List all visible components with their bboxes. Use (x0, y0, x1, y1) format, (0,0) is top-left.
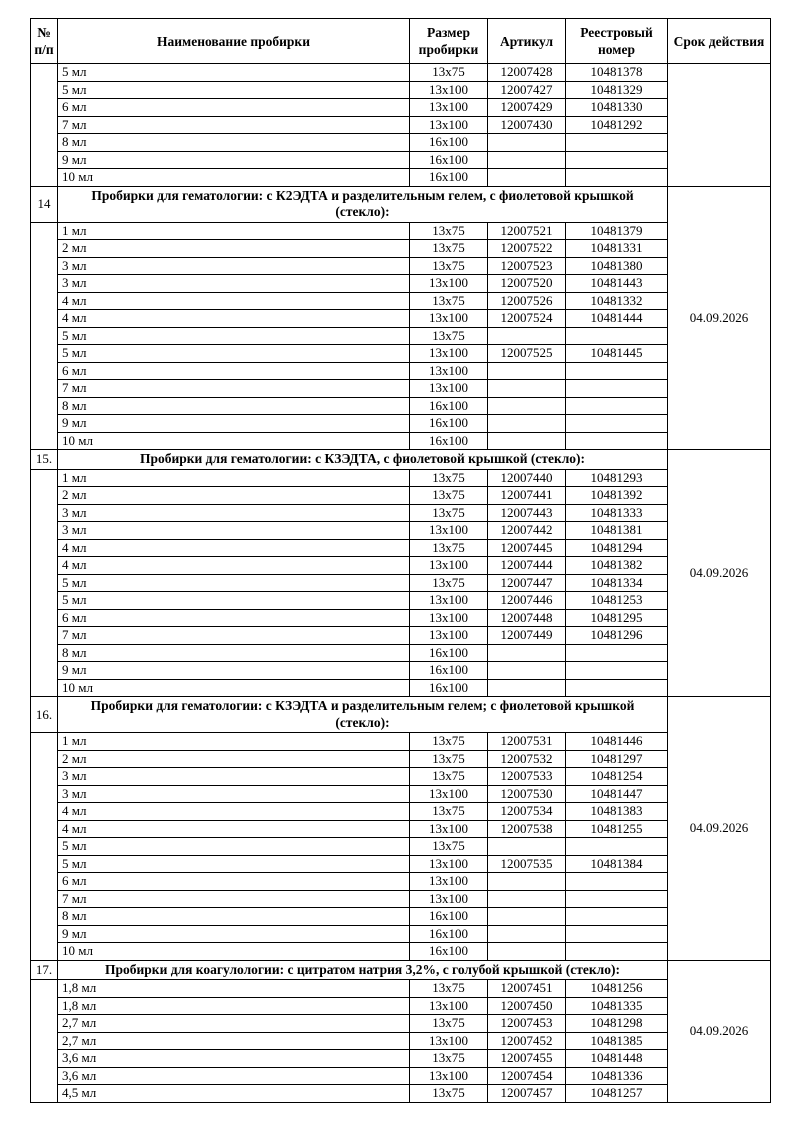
validity-cell: 04.09.2026 (668, 450, 771, 697)
table-row (31, 679, 771, 697)
cell-registry-number: 10481385 (566, 1032, 668, 1050)
cell-tube-name: 1 мл (58, 222, 410, 240)
cell-tube-name: 3 мл (58, 504, 410, 522)
cell-registry-number (566, 662, 668, 680)
table-row (31, 432, 771, 450)
table-row (31, 257, 771, 275)
cell-registry-number: 10481298 (566, 1015, 668, 1033)
cell-tube-size: 13x100 (410, 522, 488, 540)
cell-tube-name: 4,5 мл (58, 1085, 410, 1103)
cell-article: 12007446 (488, 592, 566, 610)
cell-registry-number: 10481381 (566, 522, 668, 540)
cell-registry-number: 10481256 (566, 980, 668, 998)
table-row (31, 469, 771, 487)
cell-tube-size: 13x75 (410, 768, 488, 786)
table-row (31, 925, 771, 943)
cell-article (488, 662, 566, 680)
section-title: Пробирки для гематологии: с КЗЭДТА и разделительным гелем; с фиолетовой крышкой (стекло): (58, 697, 668, 733)
cell-registry-number: 10481379 (566, 222, 668, 240)
table-row (31, 1067, 771, 1085)
table-row (31, 574, 771, 592)
cell-article: 12007455 (488, 1050, 566, 1068)
cell-tube-name: 3,6 мл (58, 1067, 410, 1085)
cell-tube-name: 5 мл (58, 81, 410, 99)
cell-tube-name: 5 мл (58, 592, 410, 610)
product-table (30, 18, 771, 1103)
cell-tube-size: 13x75 (410, 1085, 488, 1103)
table-row (31, 275, 771, 293)
cell-tube-name: 1,8 мл (58, 997, 410, 1015)
cell-registry-number: 10481330 (566, 99, 668, 117)
cell-article: 12007444 (488, 557, 566, 575)
cell-tube-name: 2 мл (58, 240, 410, 258)
cell-tube-size: 13x100 (410, 997, 488, 1015)
table-row (31, 997, 771, 1015)
cell-registry-number: 10481295 (566, 609, 668, 627)
table-row (31, 627, 771, 645)
cell-tube-name: 5 мл (58, 345, 410, 363)
cell-tube-size: 13x100 (410, 855, 488, 873)
cell-article: 12007429 (488, 99, 566, 117)
header-row (31, 19, 771, 64)
cell-registry-number (566, 873, 668, 891)
cell-registry-number: 10481254 (566, 768, 668, 786)
cell-tube-name: 3 мл (58, 257, 410, 275)
cell-tube-name: 6 мл (58, 873, 410, 891)
cell-article: 12007523 (488, 257, 566, 275)
table-row (31, 1015, 771, 1033)
table-row (31, 838, 771, 856)
column-header-3: Артикул (488, 19, 566, 64)
table-row (31, 522, 771, 540)
cell-registry-number (566, 327, 668, 345)
cell-article: 12007430 (488, 116, 566, 134)
cell-tube-name: 1 мл (58, 469, 410, 487)
cell-registry-number (566, 134, 668, 152)
cell-tube-name: 6 мл (58, 609, 410, 627)
cell-article (488, 679, 566, 697)
cell-article: 12007453 (488, 1015, 566, 1033)
cell-tube-name: 10 мл (58, 432, 410, 450)
cell-registry-number: 10481294 (566, 539, 668, 557)
cell-tube-name: 7 мл (58, 380, 410, 398)
cell-tube-name: 7 мл (58, 116, 410, 134)
section-title: Пробирки для гематологии: с К2ЭДТА и разделительным гелем, с фиолетовой крышкой (стекло): (58, 186, 668, 222)
cell-tube-size: 13x75 (410, 750, 488, 768)
cell-article: 12007525 (488, 345, 566, 363)
cell-tube-size: 13x75 (410, 1050, 488, 1068)
cell-tube-name: 9 мл (58, 662, 410, 680)
cell-article (488, 943, 566, 961)
cell-tube-name: 10 мл (58, 679, 410, 697)
cell-tube-size: 13x100 (410, 627, 488, 645)
cell-registry-number: 10481292 (566, 116, 668, 134)
cell-tube-name: 2 мл (58, 487, 410, 505)
cell-tube-size: 13x100 (410, 99, 488, 117)
table-row (31, 873, 771, 891)
table-row (31, 380, 771, 398)
cell-tube-name: 6 мл (58, 362, 410, 380)
table-row (31, 820, 771, 838)
cell-tube-name: 9 мл (58, 151, 410, 169)
table-row (31, 644, 771, 662)
cell-tube-name: 2,7 мл (58, 1015, 410, 1033)
cell-tube-name: 8 мл (58, 644, 410, 662)
cell-tube-name: 5 мл (58, 64, 410, 82)
cell-registry-number: 10481253 (566, 592, 668, 610)
section-number-spacer (31, 64, 58, 187)
cell-tube-size: 16x100 (410, 397, 488, 415)
cell-registry-number: 10481445 (566, 345, 668, 363)
cell-tube-size: 16x100 (410, 925, 488, 943)
cell-tube-name: 5 мл (58, 574, 410, 592)
cell-article (488, 838, 566, 856)
cell-tube-name: 2 мл (58, 750, 410, 768)
table-row (31, 169, 771, 187)
cell-article: 12007448 (488, 609, 566, 627)
cell-tube-size: 13x75 (410, 803, 488, 821)
table-row (31, 908, 771, 926)
cell-article (488, 327, 566, 345)
cell-tube-size: 16x100 (410, 134, 488, 152)
section-title: Пробирки для коагулологии: с цитратом натрия 3,2%, с голубой крышкой (стекло): (58, 960, 668, 980)
cell-tube-size: 16x100 (410, 943, 488, 961)
cell-tube-size: 16x100 (410, 679, 488, 697)
cell-tube-size: 13x100 (410, 820, 488, 838)
table-row (31, 81, 771, 99)
cell-tube-size: 13x75 (410, 64, 488, 82)
column-header-5: Срок действия (668, 19, 771, 64)
cell-registry-number: 10481443 (566, 275, 668, 293)
cell-registry-number (566, 397, 668, 415)
cell-tube-name: 3 мл (58, 522, 410, 540)
cell-registry-number: 10481255 (566, 820, 668, 838)
table-row (31, 345, 771, 363)
cell-registry-number (566, 151, 668, 169)
cell-article: 12007450 (488, 997, 566, 1015)
cell-registry-number (566, 908, 668, 926)
cell-tube-name: 6 мл (58, 99, 410, 117)
table-row (31, 487, 771, 505)
cell-article: 12007530 (488, 785, 566, 803)
cell-tube-name: 4 мл (58, 310, 410, 328)
cell-tube-size: 13x75 (410, 487, 488, 505)
cell-tube-name: 4 мл (58, 803, 410, 821)
table-row (31, 557, 771, 575)
cell-registry-number: 10481378 (566, 64, 668, 82)
cell-registry-number: 10481446 (566, 733, 668, 751)
cell-tube-size: 13x100 (410, 1032, 488, 1050)
cell-article: 12007454 (488, 1067, 566, 1085)
table-row (31, 1032, 771, 1050)
cell-tube-size: 13x100 (410, 592, 488, 610)
cell-tube-name: 5 мл (58, 327, 410, 345)
table-row (31, 592, 771, 610)
cell-tube-size: 13x100 (410, 362, 488, 380)
section-header-row (31, 186, 771, 222)
cell-tube-size: 13x75 (410, 1015, 488, 1033)
cell-tube-size: 13x100 (410, 785, 488, 803)
cell-tube-name: 3 мл (58, 275, 410, 293)
cell-article (488, 151, 566, 169)
table-row (31, 539, 771, 557)
cell-tube-name: 4 мл (58, 820, 410, 838)
table-row (31, 116, 771, 134)
cell-registry-number: 10481380 (566, 257, 668, 275)
validity-cell (668, 64, 771, 187)
section-number-spacer (31, 222, 58, 450)
cell-article (488, 432, 566, 450)
table-row (31, 662, 771, 680)
cell-registry-number: 10481297 (566, 750, 668, 768)
cell-article: 12007521 (488, 222, 566, 240)
cell-article: 12007535 (488, 855, 566, 873)
section-number-spacer (31, 469, 58, 697)
table-header (31, 19, 771, 64)
cell-article: 12007532 (488, 750, 566, 768)
cell-article (488, 397, 566, 415)
cell-tube-size: 13x75 (410, 733, 488, 751)
cell-registry-number (566, 925, 668, 943)
table-row (31, 733, 771, 751)
cell-registry-number: 10481336 (566, 1067, 668, 1085)
section-number: 17. (31, 960, 58, 980)
cell-tube-size: 13x100 (410, 873, 488, 891)
cell-registry-number: 10481293 (566, 469, 668, 487)
table-row (31, 151, 771, 169)
cell-registry-number: 10481447 (566, 785, 668, 803)
cell-article: 12007524 (488, 310, 566, 328)
table-row (31, 750, 771, 768)
cell-article: 12007441 (488, 487, 566, 505)
cell-registry-number: 10481333 (566, 504, 668, 522)
cell-registry-number: 10481392 (566, 487, 668, 505)
validity-cell: 04.09.2026 (668, 697, 771, 961)
table-row (31, 1050, 771, 1068)
cell-tube-size: 16x100 (410, 908, 488, 926)
cell-article: 12007533 (488, 768, 566, 786)
section-number-spacer (31, 980, 58, 1103)
cell-article: 12007443 (488, 504, 566, 522)
cell-article: 12007449 (488, 627, 566, 645)
cell-tube-size: 13x100 (410, 345, 488, 363)
cell-registry-number: 10481384 (566, 855, 668, 873)
cell-article: 12007427 (488, 81, 566, 99)
cell-tube-size: 13x100 (410, 81, 488, 99)
table-row (31, 803, 771, 821)
cell-article: 12007526 (488, 292, 566, 310)
cell-registry-number (566, 644, 668, 662)
cell-registry-number: 10481444 (566, 310, 668, 328)
cell-article (488, 380, 566, 398)
cell-tube-size: 13x100 (410, 380, 488, 398)
column-header-4: Реестровый номер (566, 19, 668, 64)
cell-article (488, 169, 566, 187)
table-row (31, 310, 771, 328)
cell-article: 12007452 (488, 1032, 566, 1050)
cell-tube-name: 4 мл (58, 557, 410, 575)
column-header-2: Размер пробирки (410, 19, 488, 64)
cell-registry-number: 10481329 (566, 81, 668, 99)
cell-tube-size: 16x100 (410, 169, 488, 187)
section-number: 14 (31, 186, 58, 222)
cell-tube-name: 7 мл (58, 627, 410, 645)
cell-registry-number: 10481257 (566, 1085, 668, 1103)
table-row (31, 943, 771, 961)
table-row (31, 1085, 771, 1103)
cell-tube-size: 13x75 (410, 504, 488, 522)
cell-tube-size: 13x75 (410, 222, 488, 240)
table-row (31, 240, 771, 258)
cell-article: 12007520 (488, 275, 566, 293)
table-row (31, 504, 771, 522)
cell-tube-name: 9 мл (58, 925, 410, 943)
cell-tube-size: 16x100 (410, 151, 488, 169)
cell-tube-size: 13x75 (410, 240, 488, 258)
cell-registry-number (566, 169, 668, 187)
cell-tube-size: 16x100 (410, 415, 488, 433)
cell-tube-size: 16x100 (410, 662, 488, 680)
cell-article: 12007428 (488, 64, 566, 82)
cell-tube-name: 8 мл (58, 397, 410, 415)
column-header-0: № п/п (31, 19, 58, 64)
table-row (31, 785, 771, 803)
table-row (31, 327, 771, 345)
cell-registry-number (566, 679, 668, 697)
cell-tube-size: 13x75 (410, 257, 488, 275)
cell-article: 12007522 (488, 240, 566, 258)
table-row (31, 134, 771, 152)
section-header-row (31, 450, 771, 470)
cell-registry-number (566, 432, 668, 450)
cell-article: 12007534 (488, 803, 566, 821)
cell-tube-name: 3 мл (58, 785, 410, 803)
cell-tube-size: 13x100 (410, 609, 488, 627)
cell-tube-size: 13x75 (410, 574, 488, 592)
section-number: 15. (31, 450, 58, 470)
section-number: 16. (31, 697, 58, 733)
cell-tube-name: 10 мл (58, 169, 410, 187)
column-header-1: Наименование пробирки (58, 19, 410, 64)
cell-tube-size: 13x100 (410, 116, 488, 134)
cell-tube-size: 16x100 (410, 644, 488, 662)
cell-tube-name: 8 мл (58, 134, 410, 152)
cell-tube-name: 3,6 мл (58, 1050, 410, 1068)
cell-tube-size: 13x75 (410, 469, 488, 487)
cell-article: 12007531 (488, 733, 566, 751)
cell-registry-number: 10481383 (566, 803, 668, 821)
table-body (31, 64, 771, 1103)
cell-article: 12007445 (488, 539, 566, 557)
cell-article (488, 908, 566, 926)
cell-article: 12007457 (488, 1085, 566, 1103)
cell-tube-size: 13x100 (410, 557, 488, 575)
cell-registry-number (566, 380, 668, 398)
cell-tube-name: 2,7 мл (58, 1032, 410, 1050)
table-row (31, 397, 771, 415)
table-row (31, 64, 771, 82)
table-row (31, 980, 771, 998)
cell-tube-name: 5 мл (58, 855, 410, 873)
cell-tube-name: 8 мл (58, 908, 410, 926)
cell-registry-number (566, 838, 668, 856)
cell-tube-size: 13x75 (410, 980, 488, 998)
cell-registry-number: 10481334 (566, 574, 668, 592)
cell-tube-name: 1,8 мл (58, 980, 410, 998)
cell-tube-size: 13x100 (410, 890, 488, 908)
cell-registry-number: 10481335 (566, 997, 668, 1015)
cell-tube-size: 16x100 (410, 432, 488, 450)
cell-article (488, 644, 566, 662)
cell-tube-name: 10 мл (58, 943, 410, 961)
table-row (31, 362, 771, 380)
validity-cell: 04.09.2026 (668, 960, 771, 1102)
section-number-spacer (31, 733, 58, 961)
cell-registry-number (566, 943, 668, 961)
cell-tube-name: 1 мл (58, 733, 410, 751)
table-row (31, 415, 771, 433)
cell-article: 12007451 (488, 980, 566, 998)
section-title: Пробирки для гематологии: с КЗЭДТА, с фиолетовой крышкой (стекло): (58, 450, 668, 470)
cell-tube-name: 4 мл (58, 292, 410, 310)
table-row (31, 609, 771, 627)
cell-article (488, 362, 566, 380)
table-row (31, 768, 771, 786)
table-row (31, 292, 771, 310)
cell-tube-name: 5 мл (58, 838, 410, 856)
cell-registry-number: 10481448 (566, 1050, 668, 1068)
table-row (31, 855, 771, 873)
section-header-row (31, 697, 771, 733)
cell-tube-name: 7 мл (58, 890, 410, 908)
validity-cell: 04.09.2026 (668, 186, 771, 450)
cell-tube-size: 13x75 (410, 292, 488, 310)
cell-tube-size: 13x75 (410, 539, 488, 557)
cell-article (488, 873, 566, 891)
cell-tube-size: 13x100 (410, 310, 488, 328)
cell-article: 12007447 (488, 574, 566, 592)
cell-tube-size: 13x100 (410, 1067, 488, 1085)
cell-article: 12007442 (488, 522, 566, 540)
cell-tube-name: 3 мл (58, 768, 410, 786)
cell-registry-number: 10481296 (566, 627, 668, 645)
cell-registry-number: 10481382 (566, 557, 668, 575)
cell-registry-number (566, 415, 668, 433)
cell-tube-size: 13x75 (410, 838, 488, 856)
cell-tube-name: 4 мл (58, 539, 410, 557)
cell-tube-name: 9 мл (58, 415, 410, 433)
cell-registry-number: 10481332 (566, 292, 668, 310)
table-row (31, 99, 771, 117)
cell-article (488, 415, 566, 433)
table-row (31, 222, 771, 240)
cell-registry-number (566, 890, 668, 908)
cell-article (488, 890, 566, 908)
cell-article (488, 134, 566, 152)
cell-article: 12007440 (488, 469, 566, 487)
cell-tube-size: 13x100 (410, 275, 488, 293)
cell-registry-number: 10481331 (566, 240, 668, 258)
cell-tube-size: 13x75 (410, 327, 488, 345)
cell-registry-number (566, 362, 668, 380)
table-row (31, 890, 771, 908)
section-header-row (31, 960, 771, 980)
cell-article (488, 925, 566, 943)
cell-article: 12007538 (488, 820, 566, 838)
